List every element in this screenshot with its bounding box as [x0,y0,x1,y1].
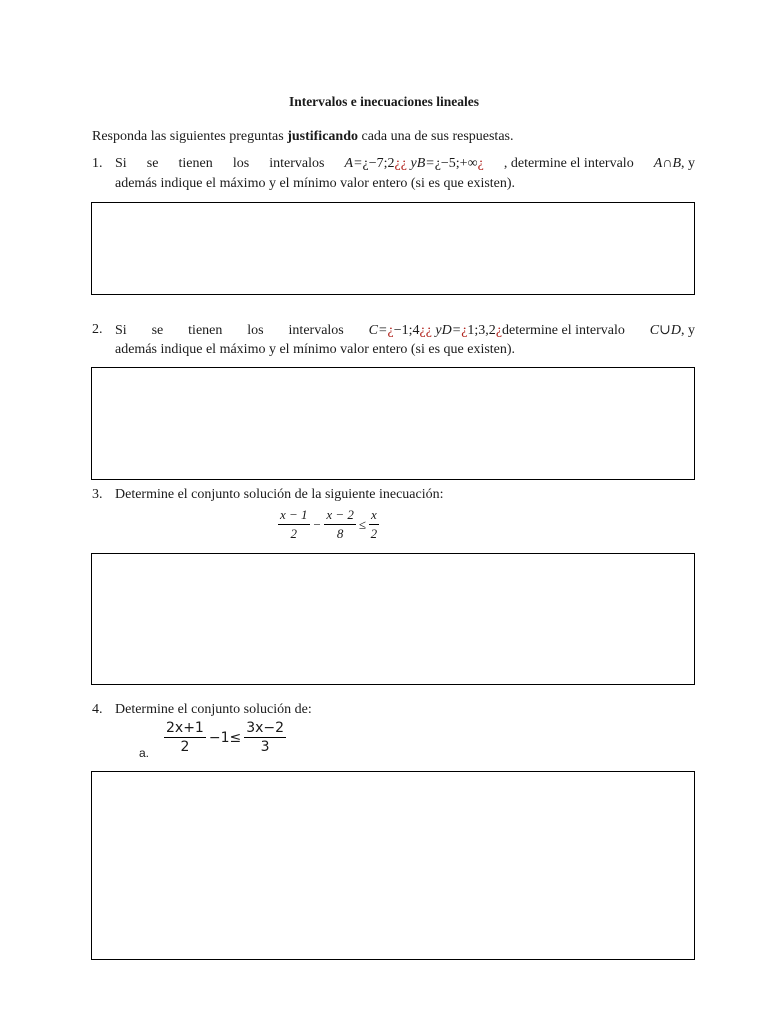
inequality-3: $\frac{x - 1}{2}$ − $\frac{x - 2}{8}$ ≤ $\frac{x}{2}$ [280,507,378,541]
page-title: Intervalos e inecuaciones lineales [288,94,480,109]
question-3-number: 3. [92,487,103,502]
answer-box-3[interactable] [91,553,695,685]
interval-expression-a-b: A=¿−7;2¿¿ yB=¿−5;+∞¿ [344,156,484,171]
instructions-emphasis: justificando [287,129,358,144]
answer-box-2[interactable] [91,367,695,480]
question-2-number: 2. [92,322,103,337]
fraction-4-2: $\frac{3x-2}{3}$ [246,720,285,755]
question-1-line-1: Si se tienen los intervalos A=¿−7;2¿¿ yB=¿−5;+∞¿ , determine el intervalo A∩B, y [115,156,695,171]
instructions: Responda las siguientes preguntas justificando cada una de sus respuestas. [92,129,514,144]
answer-box-4[interactable] [91,771,695,960]
question-2-line-2: además indique el máximo y el mínimo valor entero (si es que existen). [115,342,516,357]
question-1-number: 1. [92,156,103,171]
question-1-line-2: además indique el máximo y el mínimo valor entero (si es que existen). [115,176,516,191]
question-3-text: Determine el conjunto solución de la siguiente inecuación: [115,487,444,502]
intersection-expression: A∩B [653,156,681,171]
question-2-line-1: Si se tienen los intervalos C=¿−1;4¿¿ yD=¿1;3,2¿determine el intervalo C∪D, y [115,323,695,338]
sub-item-a-label: a. [139,746,150,760]
answer-box-1[interactable] [91,202,695,295]
fraction-1: $\frac{x - 1}{2}$ [280,507,308,541]
question-4-number: 4. [92,702,103,717]
interval-expression-c-d: C=¿−1;4¿¿ yD=¿1;3,2¿determine el intervalo [368,323,625,338]
fraction-3: $\frac{x}{2}$ [370,507,378,541]
union-expression: C∪D [649,323,681,338]
fraction-2: $\frac{x - 2}{8}$ [326,507,354,541]
inequality-4a: $\frac{2x+1}{2}$ −1≤ $\frac{3x-2}{3}$ [166,720,285,755]
fraction-4-1: $\frac{2x+1}{2}$ [166,720,204,755]
question-4-text: Determine el conjunto solución de: [115,702,312,717]
